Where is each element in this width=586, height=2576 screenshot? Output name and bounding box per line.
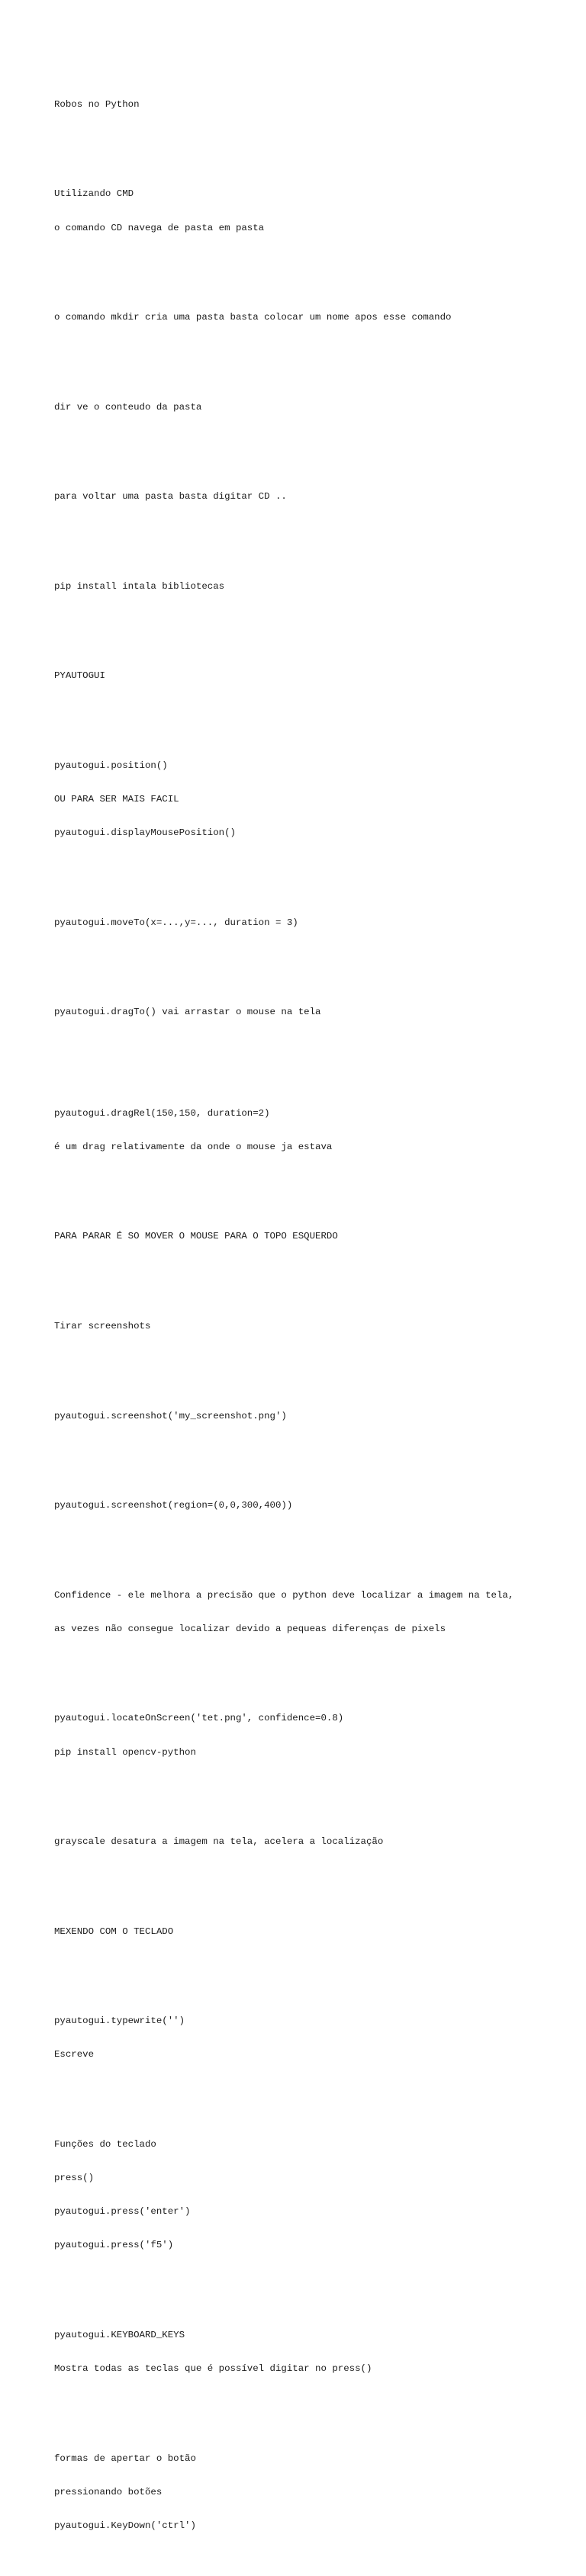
section-heading-screenshots xyxy=(54,1299,573,1355)
heading-line: MEXENDO COM O TECLADO xyxy=(54,1926,174,1937)
section-heading-keyboard xyxy=(54,1903,573,1960)
code-line: pyautogui.screenshot(region=(0,0,300,400)) xyxy=(54,1500,293,1511)
text-line: pressionando botões xyxy=(54,2486,163,2497)
code-line: pyautogui.KEYBOARD_KEYS xyxy=(54,2329,185,2340)
code-line: pyautogui.moveTo(x=...,y=..., duration = 3) xyxy=(54,917,298,928)
text-line: formas de apertar o botão xyxy=(54,2452,196,2464)
code-line: pyautogui.press('f5') xyxy=(54,2240,174,2251)
paragraph-mkdir xyxy=(54,290,573,346)
paragraph-screenshot xyxy=(54,1388,573,1444)
code-line: pyautogui.locateOnScreen('tet.png', confidence=0.8) xyxy=(54,1713,344,1724)
text-line: Funções do teclado xyxy=(54,2139,156,2150)
text-line: para voltar uma pasta basta digitar CD .. xyxy=(54,491,287,503)
section-heading-pyautogui xyxy=(54,648,573,705)
code-line: pyautogui.typewrite('') xyxy=(54,2016,185,2027)
paragraph-failsafe xyxy=(54,1209,573,1265)
code-line: pyautogui.KeyDown('ctrl') xyxy=(54,2520,196,2531)
paragraph-locate xyxy=(54,1691,573,1781)
title-line: Robos no Python xyxy=(54,98,140,110)
text-line: as vezes não consegue localizar devido a pequeas diferenças de pixels xyxy=(54,1623,446,1634)
text-line: Utilizando CMD xyxy=(54,188,134,200)
code-line: pyautogui.dragTo() vai arrastar o mouse na tela xyxy=(54,1007,321,1018)
code-line: pyautogui.press('enter') xyxy=(54,2206,191,2218)
document-title xyxy=(54,76,573,133)
paragraph-moveto xyxy=(54,895,573,951)
code-line: pyautogui.position() xyxy=(54,760,168,772)
paragraph-position xyxy=(54,738,573,862)
paragraph-dragto xyxy=(54,984,573,1041)
text-line: OU PARA SER MAIS FACIL xyxy=(54,794,179,805)
code-line: pyautogui.screenshot('my_screenshot.png') xyxy=(54,1410,287,1421)
text-line: Escreve xyxy=(54,2049,95,2060)
text-line: grayscale desatura a imagem na tela, acelera a localização xyxy=(54,1836,384,1848)
paragraph-keydown xyxy=(54,2430,573,2554)
text-line: pip install intala bibliotecas xyxy=(54,580,225,592)
paragraph-cmd xyxy=(54,166,573,256)
text-line: dir ve o conteudo da pasta xyxy=(54,401,202,413)
paragraph-confidence xyxy=(54,1567,573,1657)
paragraph-keyboard-keys xyxy=(54,2308,573,2398)
text-line: Mostra todas as teclas que é possível digitar no press() xyxy=(54,2363,372,2375)
text-line: é um drag relativamente da onde o mouse ja estava xyxy=(54,1141,333,1152)
paragraph-grayscale xyxy=(54,1814,573,1871)
text-line: Confidence - ele melhora a precisão que o python deve localizar a imagem na tela, xyxy=(54,1589,514,1601)
paragraph-screenshot-region xyxy=(54,1478,573,1534)
paragraph-dragrel xyxy=(54,1085,573,1175)
code-line: press() xyxy=(54,2173,95,2184)
text-line: o comando CD navega de pasta em pasta xyxy=(54,222,265,233)
paragraph-pip-install xyxy=(54,558,573,615)
paragraph-keyboard-functions xyxy=(54,2117,573,2274)
text-line: o comando mkdir cria uma pasta basta colocar um nome apos esse comando xyxy=(54,312,452,323)
code-line: pyautogui.dragRel(150,150, duration=2) xyxy=(54,1107,270,1119)
text-line: PARA PARAR É SO MOVER O MOUSE PARA O TOPO ESQUERDO xyxy=(54,1231,338,1242)
document-page xyxy=(54,54,573,2576)
paragraph-typewrite xyxy=(54,1993,573,2083)
code-line: pyautogui.displayMousePosition() xyxy=(54,827,236,839)
code-line: pip install opencv-python xyxy=(54,1746,196,1758)
heading-line: Tirar screenshots xyxy=(54,1321,151,1332)
heading-line: PYAUTOGUI xyxy=(54,670,105,682)
paragraph-cd-back xyxy=(54,469,573,525)
paragraph-dir xyxy=(54,379,573,435)
